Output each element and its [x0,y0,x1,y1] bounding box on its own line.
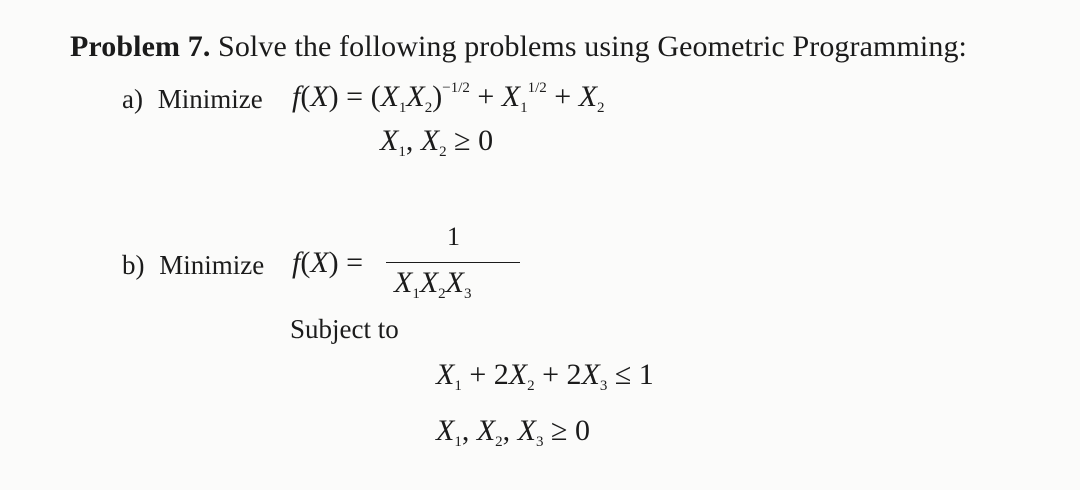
part-b-constraint-1: $X_1 + 2X_2 + 2X_3 \le 1$ [436,358,654,394]
fraction-denominator: $X_1X_2X_3$ [394,266,472,302]
part-a-letter: a) [122,84,143,114]
fraction-bar [386,262,520,263]
part-a-constraint: $X_1$, $X_2 \ge 0$ [380,124,494,160]
part-b-letter: b) [122,250,145,280]
problem-heading [70,30,967,64]
part-a-label [122,84,263,115]
part-b-verb: Minimize [159,250,265,280]
problem-label: Problem 7. [70,30,211,63]
part-b-objective-lhs: f(X) = [292,246,364,279]
part-a-objective: $f(X) = (X_1X_2)^{-1/2} + X_1^{1/2} + X_2$ [292,80,605,116]
subject-to-label: Subject to [290,314,399,344]
part-b-label [122,250,264,281]
problem-statement: Solve the following problems using Geometric Programming: [218,30,967,63]
part-a-verb: Minimize [157,84,263,114]
part-b-constraint-2: $X_1$, $X_2$, $X_3 \ge 0$ [436,414,590,450]
fraction-numerator: 1 [447,222,460,251]
